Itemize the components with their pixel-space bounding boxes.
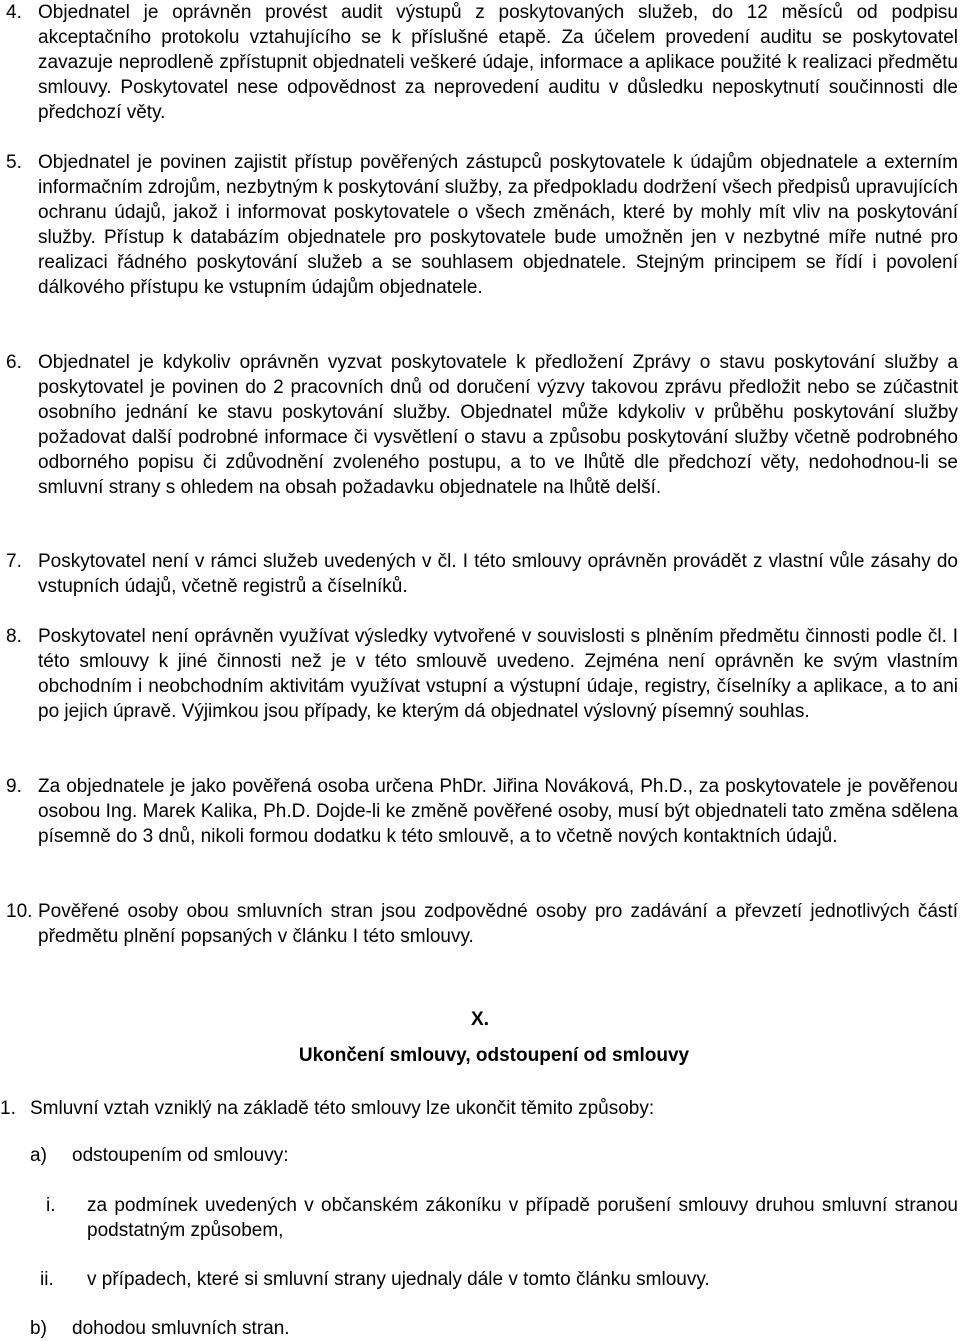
- clause-text: Objednatel je oprávněn provést audit výstupů z poskytovaných služeb, do 12 měsíců od podpisu akceptačního protokolu vztahujícího se k příslušné etapě. Za účelem provedení auditu se poskytovatel zavazuje neprodleně zpřístupnit objednateli veškeré údaje, informace a aplikace použité k realizaci předmětu smlouvy. Poskytovatel nese odpovědnost za neprovedení auditu v důsledku neposkytnutí součinnosti dle předchozí věty.: [38, 2, 958, 123]
- subitem-i-text: za podmínek uvedených v občanském zákoníku v případě porušení smlouvy druhou smluvní stranou podstatným způsobem,: [87, 1195, 958, 1241]
- clause-text: Objednatel je povinen zajistit přístup pověřených zástupců poskytovatele k údajům objednatele a externím informačním zdrojům, nezbytným k poskytování služby, za předpokladu dodržení všech předpisů upravujících ochranu údajů, jakož i informovat poskytovatele o všech změnách, které by mohly mít vliv na poskytování služby. Přístup k databázím objednatele pro poskytovatele bude umožněn jen v nezbytné míře nutné pro realizaci řádného poskytování služeb a se souhlasem objednatele. Stejným principem se řídí i povolení dálkového přístupu ke vstupním údajům objednatele.: [38, 152, 958, 298]
- section-title: Ukončení smlouvy, odstoupení od smlouvy: [298, 1045, 690, 1066]
- subitem-ii-text: v případech, které si smluvní strany ujednaly dále v tomto článku smlouvy.: [87, 1269, 710, 1290]
- clause-number: 8.: [6, 626, 22, 647]
- clause-text: Objednatel je kdykoliv oprávněn vyzvat poskytovatele k předložení Zprávy o stavu poskytování služby a poskytovatel je povinen do 2 pracovních dnů od doručení výzvy takovou zprávu předložit nebo se zúčastnit osobního jednání ke stavu poskytování služby. Objednatel může kdykoliv v průběhu poskytování služby požadovat další podrobné informace či vysvětlení o stavu a způsobu poskytování služby včetně podrobného odborného popisu či zdůvodnění zvoleného postupu, a to ve lhůtě dle předchozí věty, nedohodnou-li se smluvní strany s ohledem na obsah požadavku objednatele na lhůtě delší.: [38, 352, 958, 498]
- section-number: X.: [471, 1009, 489, 1030]
- clause-text: Za objednatele je jako pověřená osoba určena PhDr. Jiřina Nováková, Ph.D., za poskytovatele je pověřenou osobou Ing. Marek Kalika, Ph.D. Dojde-li ke změně pověřené osoby, musí být objednateli tato změna sdělena písemně do 3 dnů, nikoli formou dodatku k této smlouvě, a to včetně nových kontaktních údajů.: [38, 776, 958, 847]
- clause-number: 4.: [6, 2, 22, 23]
- subitem-ii-label: ii.: [40, 1269, 54, 1290]
- option-a-label: a): [30, 1145, 47, 1166]
- clause-number: 5.: [6, 152, 22, 173]
- clause-number: 9.: [6, 776, 22, 797]
- option-b-text: dohodou smluvních stran.: [72, 1318, 290, 1339]
- clause-number: 10.: [6, 901, 33, 922]
- termination-intro-text: Smluvní vztah vzniklý na základě této smlouvy lze ukončit těmito způsoby:: [30, 1098, 655, 1119]
- subitem-i-label: i.: [46, 1195, 56, 1216]
- termination-intro-number: 1.: [0, 1098, 16, 1119]
- option-a-text: odstoupením od smlouvy:: [72, 1145, 289, 1166]
- clause-number: 6.: [6, 352, 22, 373]
- clause-text: Poskytovatel není oprávněn využívat výsledky vytvořené v souvislosti s plněním předmětu činnosti podle čl. I této smlouvy k jiné činnosti než je v této smlouvě uvedeno. Zejména není oprávněn ke svým vlastním obchodním i neobchodním aktivitám využívat vstupní a výstupní údaje, registry, číselníky a aplikace, a to ani po jejich úpravě. Výjimkou jsou případy, ke kterým dá objednatel výslovný písemný souhlas.: [38, 626, 958, 722]
- option-b-label: b): [30, 1318, 47, 1339]
- clause-text: Pověřené osoby obou smluvních stran jsou zodpovědné osoby pro zadávání a převzetí jednotlivých částí předmětu plnění popsaných v článku I této smlouvy.: [38, 901, 958, 947]
- clause-number: 7.: [6, 551, 22, 572]
- clause-text: Poskytovatel není v rámci služeb uvedených v čl. I této smlouvy oprávněn provádět z vlastní vůle zásahy do vstupních údajů, včetně registrů a číselníků.: [38, 551, 958, 597]
